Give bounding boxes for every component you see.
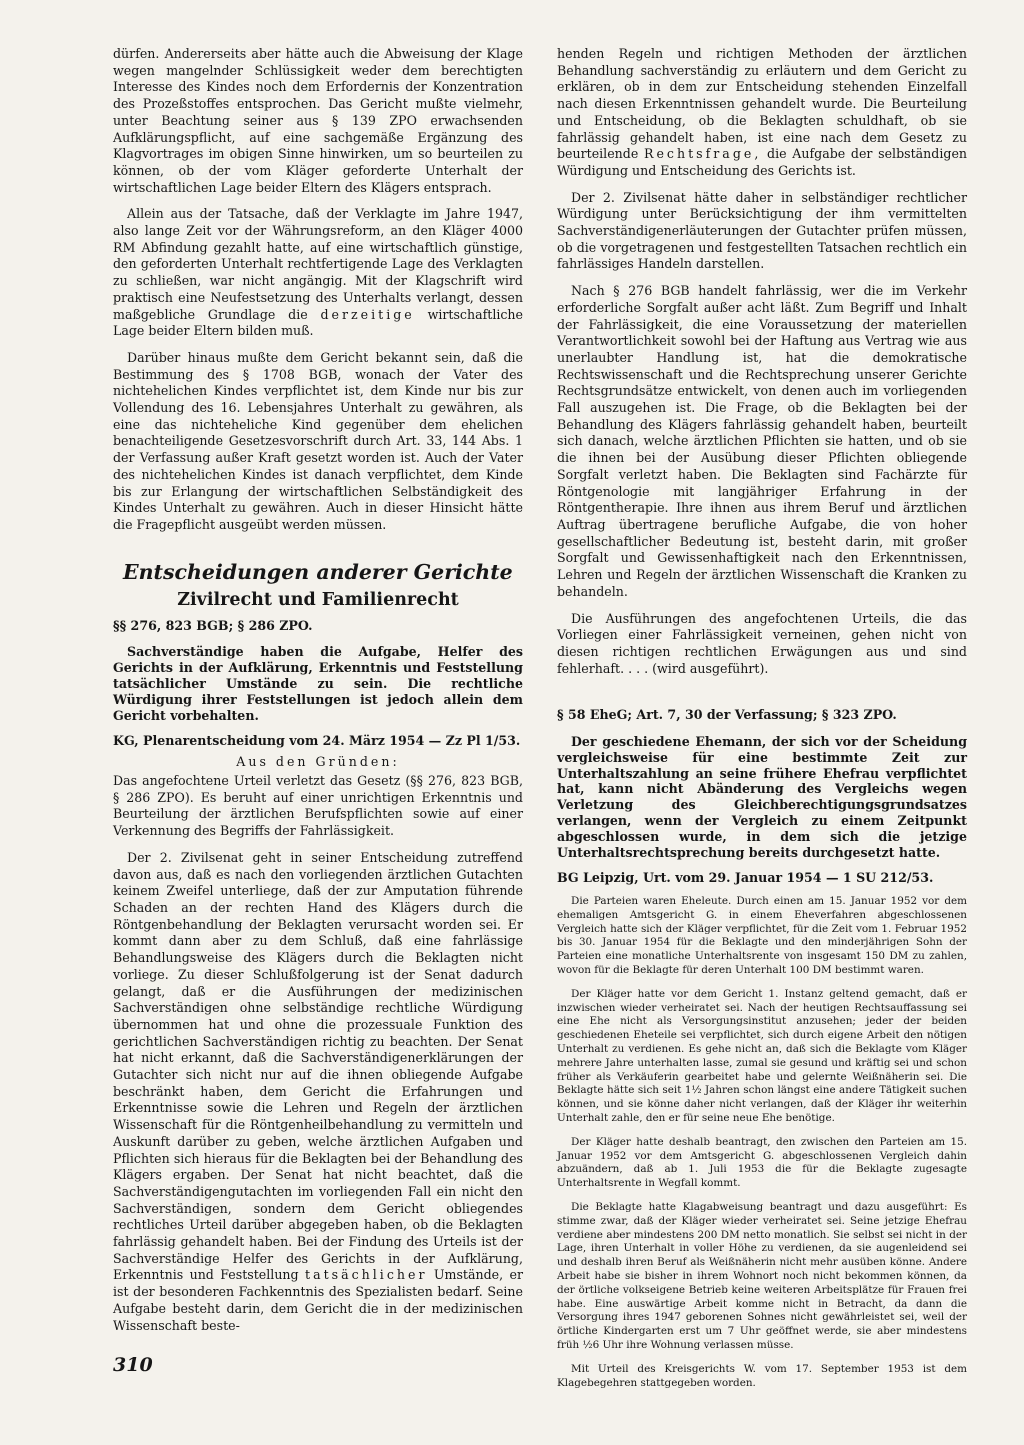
right-paragraph-1-c: die Aufgabe der selbständigen Würdigung und Entscheidung des Gerichts ist. [557, 146, 968, 178]
statute-reference-2: § 58 EheG; Art. 7, 30 der Verfassung; § 323 ZPO. [557, 707, 897, 723]
section-heading: Entscheidungen anderer Gerichte [123, 559, 513, 584]
right-paragraph-2: Der 2. Zivilsenat hätte daher in selbständiger rechtlicher Würdigung unter Berücksichtigung der ihm vermittelten Sachverständigenerläuterungen der Gutachter prüfen müssen, ob die vorgetragenen und festgestellten Tatsachen rechtlich ein fahrlässiges Handeln darstellen. [557, 189, 967, 272]
left-paragraph-2-a: Allein aus der Tatsache, daß der Verklagte im Jahre 1947, also lange Zeit vor der Währungsreform, an den Kläger 4000 RM Abfindung gezahlt hatte, auf eine wirtschaftlich günstige, den geforderten Unterhalt rechtfertigende Lage des Verklagten zu schließen, war nicht angängig. Mit der Klagschrift wird praktisch eine Neufestsetzung des Unterhalts verlangt, dessen maßgebliche Grundlage die [113, 206, 523, 322]
left-paragraph-2-emphasis: derzeitige [320, 306, 415, 322]
right-column [557, 46, 967, 1390]
facts-paragraph-5: Mit Urteil des Kreisgerichts W. vom 17. September 1953 ist dem Klagebegehren stattgegeben worden. [557, 1362, 967, 1389]
right-paragraph-3: Nach § 276 BGB handelt fahrlässig, wer die im Verkehr erforderliche Sorgfalt außer acht läßt. Zum Begriff und Inhalt der Fahrlässigkeit, die eine Voraussetzung der materiellen Verantwortlichkeit sowohl bei der Haftung aus Vertrag wie aus unerlaubter Handlung ist, hat die demokratische Rechtswissenschaft und die Rechtsprechung unserer Gerichte Rechtsgrundsätze entwickelt, von denen auch im vorliegenden Fall auszugehen ist. Die Frage, ob die Beklagten bei der Behandlung des Klägers fahrlässig gehandelt haben, beurteilt sich danach, welche ärztlichen Pflichten sie hatten, und ob sie die ihnen bei der Ausübung dieser Pflichten obliegende Sorgfalt verletzt haben. Die Beklagten sind Fachärzte für Röntgenologie mit langjähriger Erfahrung in der Röntgentherapie. Ihre ihnen aus ihrem Beruf und ärztlichen Auftrag übertragene berufliche Aufgabe, die von hoher gesellschaftlicher Bedeutung ist, besteht darin, mit großer Sorgfalt und Gewissenhaftigkeit nach den Erkenntnissen, Lehren und Regeln der ärztlichen Wissenschaft die Kranken zu behandeln. [557, 283, 967, 599]
sub-heading: Zivilrecht und Familienrecht [177, 589, 459, 610]
left-paragraph-1: dürfen. Andererseits aber hätte auch die Abweisung der Klage wegen mangelnder Schlüssigkeit weder dem berechtigten Interesse des Kindes noch dem Erfordernis der Konzentration des Prozeßstoffes entsprochen. Das Gericht mußte vielmehr, unter Beachtung seiner aus § 139 ZPO erwachsenden Aufklärungspflicht, auf eine sachgemäße Ergänzung des Klagvortrages im obigen Sinne hinwirken, um so beurteilen zu können, ob der vom Kläger geforderte Unterhalt der wirtschaftlichen Lage beider Eltern des Klägers entsprach. [113, 46, 523, 195]
right-paragraph-1-emphasis: Rechtsfrage, [644, 146, 762, 162]
right-paragraph-1 [557, 46, 967, 180]
facts-paragraph-2: Der Kläger hatte vor dem Gericht 1. Instanz geltend gemacht, daß er inzwischen wieder verheiratet sei. Nach der heutigen Rechtsauffassung sei eine Ehe nicht als Versorgungsinstitut anzusehen; jeder der beiden geschiedenen Eheteile sei verpflichtet, sich durch eigene Arbeit den nötigen Unterhalt zu verdienen. Es gehe nicht an, daß sich die Beklagte vom Kläger mehrere Jahre unterhalten lasse, zumal sie gesund und kräftig sei und schon früher als Verkäuferin gearbeitet habe und gelernte Weißnäherin sei. Die Beklagte hätte sich seit 1½ Jahren schon längst eine andere Tätigkeit suchen können, und sie könne daher nicht verlangen, daß der Kläger ihr weiterhin Unterhalt zahle, den er für seine neue Ehe benötige. [557, 987, 967, 1125]
left-paragraph-5-a: Der 2. Zivilsenat geht in seiner Entscheidung zutreffend davon aus, daß es nach den vorliegenden ärztlichen Gutachten keinem Zweifel unterliege, daß der zur Amputation führende Schaden an der rechten Hand des Klägers durch die Röntgenbehandlung der Beklagten verursacht worden sei. Er kommt dann aber zu dem Schluß, daß eine fahrlässige Behandlungsweise des Klägers durch die Beklagten nicht vorliege. Zu dieser Schlußfolgerung ist der Senat dadurch gelangt, daß er die Ausführungen der medizinischen Sachverständigen ohne selbständige rechtliche Würdigung übernommen hat und ohne die prozessuale Funktion des gerichtlichen Sachverständigen richtig zu beachten. Der Senat hat nicht erkannt, daß die Sachverständigenerklärungen der Gutachter sich nicht nur auf die ihnen obliegende Aufgabe beschränkt haben, dem Gericht die Erfahrungen und Erkenntnisse sowie die Lehren und Regeln der ärztlichen Wissenschaft für die Röntgenheilbehandlung zu vermitteln und Auskunft darüber zu geben, welche ärztlichen Aufgaben und Pflichten sich hieraus für die Beklagten bei der Behandlung des Klägers ergaben. Der Senat hat nicht beachtet, daß die Sachverständigengutachten im vorliegenden Fall ein nicht den Sachverständigen, sondern dem Gericht obliegendes rechtliches Urteil darüber abgegeben haben, ob die Beklagten fahrlässig gehandelt haben. Bei der Findung des Urteils ist der Sachverständige Helfer des Gerichts in der Aufklärung, Erkenntnis und Feststellung [113, 849, 523, 1283]
court-citation-2: BG Leipzig, Urt. vom 29. Januar 1954 — 1 SU 212/53. [557, 870, 934, 886]
statute-reference-1: §§ 276, 823 BGB; § 286 ZPO. [113, 617, 313, 633]
facts-paragraph-3: Der Kläger hatte deshalb beantragt, den zwischen den Parteien am 15. Januar 1952 vor dem Amtsgericht G. abgeschlossenen Vergleich dahin abzuändern, daß ab 1. Juli 1953 die für die Beklagte zugesagte Unterhaltsrente in Wegfall kommt. [557, 1135, 967, 1190]
reasons-heading: Aus den Gründen: [236, 754, 400, 770]
headnote-2: Der geschiedene Ehemann, der sich vor der Scheidung vergleichsweise für eine bestimmte Zeit zur Unterhaltszahlung an seine frühere Ehefrau verpflichtet hat, kann nicht Abänderung des Vergleichs wegen Verletzung des Gleichberechtigungsgrundsatzes verlangen, wenn der Vergleich zu einem Zeitpunkt abgeschlossen wurde, in dem sich die jetzige Unterhaltsrechtsprechung bereits durchgesetzt hatte. [557, 734, 967, 860]
left-paragraph-3: Darüber hinaus mußte dem Gericht bekannt sein, daß die Bestimmung des § 1708 BGB, wonach der Vater des nichtehelichen Kindes verpflichtet ist, dem Kinde nur bis zur Vollendung des 16. Lebensjahres Unterhalt zu gewähren, als eine das nichteheliche Kind gegenüber dem ehelichen benachteiligende Gesetzesvorschrift durch Art. 33, 144 Abs. 1 der Verfassung außer Kraft gesetzt worden ist. Auch der Vater des nichtehelichen Kindes ist danach verpflichtet, dem Kinde bis zur Erlangung der wirtschaftlichen Selbständigkeit des Kindes Unterhalt zu gewähren. Auch in dieser Hinsicht hätte die Fragepflicht ausgeübt werden müssen. [113, 349, 523, 532]
left-paragraph-2 [113, 206, 523, 340]
left-paragraph-2-c: wirtschaftliche Lage beider Eltern bilden muß. [113, 306, 523, 339]
page-number: 310 [113, 1354, 153, 1376]
left-paragraph-5-emphasis: tatsächlicher [305, 1267, 428, 1283]
left-paragraph-5 [113, 850, 523, 1334]
right-paragraph-1-a: henden Regeln und richtigen Methoden der ärztlichen Behandlung sachverständig zu erläutern und dem Gericht zu erklären, ob in dem zur Entscheidung stehenden Einzelfall nach diesen Erkenntnissen gehandelt wurde. Die Beurteilung und Entscheidung, ob die Beklagten schuldhaft, ob sie fahrlässig gehandelt haben, ist eine nach dem Gesetz zu beurteilende [557, 46, 967, 162]
headnote-1: Sachverständige haben die Aufgabe, Helfer des Gerichts in der Aufklärung, Erkenntnis und Feststellung tatsächlicher Umstände zu sein. Die rechtliche Würdigung ihrer Feststellungen ist jedoch allein dem Gericht vorbehalten. [113, 644, 523, 723]
court-citation-1: KG, Plenarentscheidung vom 24. März 1954 — Zz Pl 1/53. [113, 733, 521, 749]
case-facts [557, 895, 967, 1390]
facts-paragraph-4: Die Beklagte hatte Klagabweisung beantragt und dazu ausgeführt: Es stimme zwar, daß der Kläger wieder verheiratet sei. Seine jetzige Ehefrau verdiene aber mindestens 200 DM netto monatlich. Sie selbst sei nicht in der Lage, ihren Unterhalt in voller Höhe zu verdienen, da sie augenleidend sei und deshalb ihren Beruf als Weißnäherin nicht mehr ausüben könne. Andere Arbeit habe sie bisher in ihrem Wohnort noch nicht bekommen können, da der örtliche volkseigene Betrieb keine weiteren Arbeitsplätze für Frauen frei habe. Eine auswärtige Arbeit komme nicht in Betracht, da dann die Versorgung ihres 1947 geborenen Sohnes nicht gewährleistet sei, weil der örtliche Kindergarten erst um 7 Uhr geöffnet werde, sie aber mindestens früh ½6 Uhr ihre Wohnung verlassen müsse. [557, 1201, 967, 1351]
left-paragraph-5-c: Umstände, er ist der besonderen Fachkenntnis des Spezialisten bedarf. Seine Aufgabe besteht darin, dem Gericht die in der medizinischen Wissenschaft beste- [113, 1267, 523, 1333]
left-paragraph-4: Das angefochtene Urteil verletzt das Gesetz (§§ 276, 823 BGB, § 286 ZPO). Es beruht auf einer unrichtigen Erkenntnis und Beurteilung der ärztlichen Berufspflichten sowie auf einer Verkennung des Begriffs der Fahrlässigkeit. [113, 773, 523, 839]
right-paragraph-4: Die Ausführungen des angefochtenen Urteils, die das Vorliegen einer Fahrlässigkeit verneinen, gehen nicht von diesen richtigen rechtlichen Erwägungen aus und sind fehlerhaft. . . . (wird ausgeführt). [557, 610, 967, 676]
facts-paragraph-1: Die Parteien waren Eheleute. Durch einen am 15. Januar 1952 vor dem ehemaligen Amtsgericht G. in einem Eheverfahren abgeschlossenen Vergleich hatte sich der Kläger verpflichtet, für die Zeit vom 1. Februar 1952 bis 30. Januar 1954 für die Beklagte und den minderjährigen Sohn der Parteien eine monatliche Unterhaltsrente von insgesamt 150 DM zu zahlen, wovon für die Beklagte für deren Unterhalt 100 DM bestimmt waren. [557, 895, 967, 977]
left-column [113, 46, 523, 1334]
